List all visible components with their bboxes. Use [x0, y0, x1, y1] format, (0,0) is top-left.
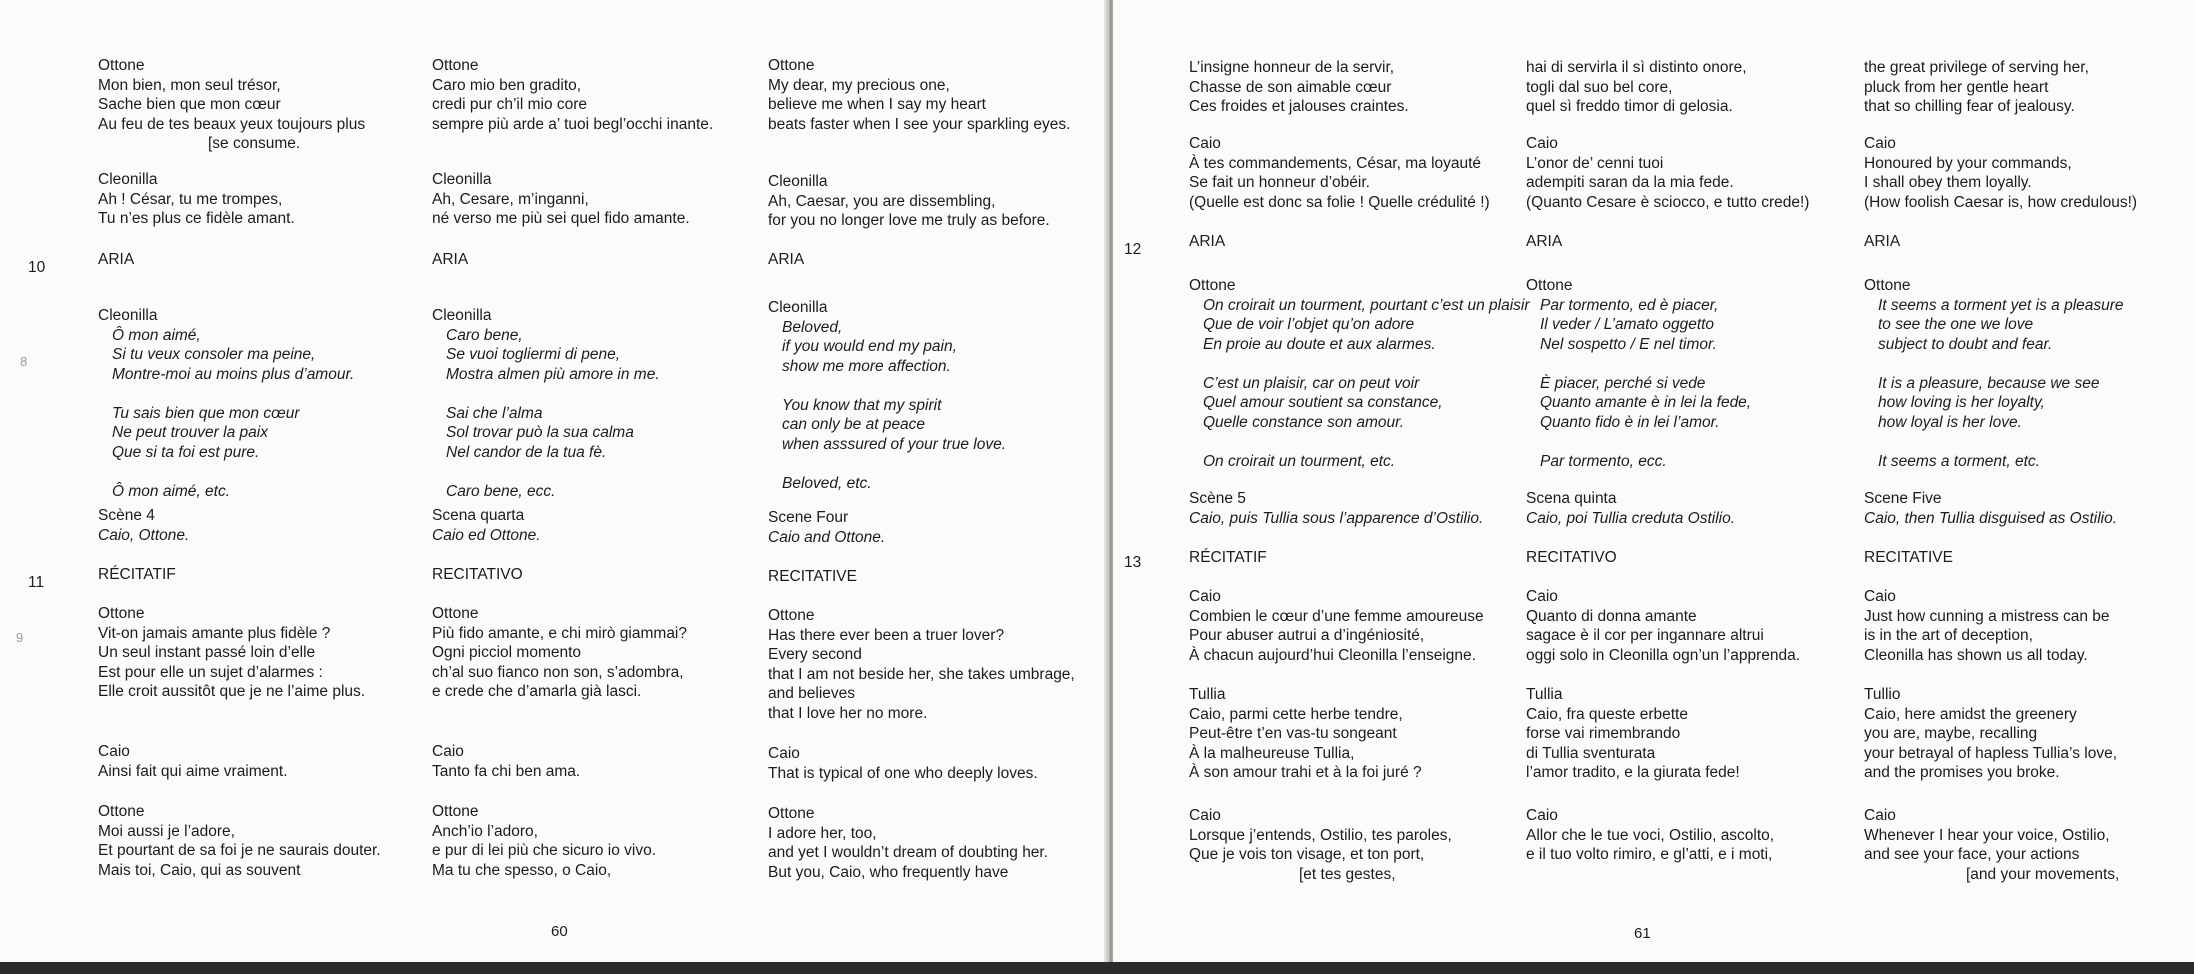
- verse-line: Whenever I hear your voice, Ostilio,: [1864, 826, 2110, 844]
- verse-line: My dear, my precious one,: [768, 76, 950, 94]
- verse-line: Quel amour soutient sa constance,: [1203, 394, 1443, 412]
- section-heading: ARIA: [768, 251, 805, 268]
- verse-line: can only be at peace: [782, 416, 926, 434]
- verse-line: Every second: [768, 646, 862, 663]
- verse-line: Caro bene,: [446, 326, 523, 344]
- verse-line: hai di servirla il sì distinto onore,: [1526, 59, 1747, 76]
- verse-line: for you no longer love me truly as before.: [768, 212, 1050, 229]
- verse-line: (How foolish Caesar is, how credulous!): [1864, 193, 2138, 211]
- verse-line: sagace è il cor per ingannare altrui: [1526, 627, 1764, 644]
- verse-line: Vit-on jamais amante plus fidèle ?: [98, 624, 331, 642]
- verse-line: À son amour trahi et à la foi juré ?: [1189, 764, 1422, 781]
- verse-line: Que de voir l’objet qu’on adore: [1203, 316, 1415, 333]
- verse-line: Montre-moi au moins plus d’amour.: [112, 365, 355, 383]
- en-block: [1864, 489, 2117, 528]
- speaker-name: Cleonilla: [98, 307, 158, 324]
- verse-line: Elle croit aussitôt que je ne l’aime plus.: [98, 683, 366, 700]
- verse-line: Est pour elle un sujet d’alarmes :: [98, 663, 323, 681]
- speaker-name: Tullia: [1526, 686, 1563, 703]
- verse-line: Just how cunning a mistress can be: [1864, 607, 2110, 625]
- en-block: [1864, 276, 2124, 471]
- verse-line: your betrayal of hapless Tullia’s love,: [1864, 744, 2118, 762]
- verse-line: is in the art of deception,: [1864, 627, 2033, 644]
- verse-line: Cleonilla has shown us all today.: [1864, 646, 2088, 664]
- verse-line: Sol trovar può la sua calma: [446, 424, 634, 442]
- verse-line: Peut-être t’en vas-tu songeant: [1189, 725, 1397, 742]
- verse-line: oggi solo in Cleonilla ogn’un l’apprenda.: [1526, 646, 1801, 664]
- section-heading: RECITATIVO: [432, 566, 523, 583]
- fr-block: [1189, 58, 1409, 117]
- en-block: [768, 56, 1070, 134]
- verse-line: Caro mio ben gradito,: [432, 76, 582, 94]
- verse-line: Que si ta foi est pure.: [112, 443, 260, 461]
- verse-line: Se fait un honneur d’obéir.: [1189, 174, 1370, 191]
- en-block: [1864, 548, 1953, 568]
- speaker-name: Ottone: [98, 57, 145, 74]
- verse-line: you are, maybe, recalling: [1864, 725, 2038, 742]
- section-heading: RÉCITATIF: [98, 566, 176, 583]
- en-block: [1864, 685, 2117, 783]
- verse-line: Au feu de tes beaux yeux toujours plus: [98, 115, 366, 133]
- verse-line: Moi aussi je l’adore,: [98, 822, 235, 840]
- en-block: [1864, 58, 2089, 117]
- verse-line: Caro bene, ecc.: [446, 482, 556, 500]
- verse-line: Un seul instant passé loin d’elle: [98, 644, 316, 661]
- speaker-name: Caio: [1526, 807, 1558, 824]
- en-block: [1864, 587, 2110, 665]
- speaker-name: Tullia: [1189, 686, 1226, 703]
- verse-line: Anch’io l’adoro,: [432, 822, 538, 840]
- verse-line: Mais toi, Caio, qui as souvent: [98, 861, 301, 879]
- it-block: [1526, 276, 1751, 471]
- speaker-name: Ottone: [98, 605, 145, 622]
- fr-block: [1189, 548, 1267, 568]
- verse-line: believe me when I say my heart: [768, 96, 986, 113]
- fr-block: [98, 802, 381, 880]
- verse-line: the great privilege of serving her,: [1864, 59, 2089, 76]
- section-heading: RÉCITATIF: [1189, 549, 1267, 566]
- margin-mark: 9: [16, 630, 24, 645]
- fr-block: [98, 565, 176, 585]
- verse-line: Combien le cœur d’une femme amoureuse: [1189, 607, 1484, 625]
- en-block: [768, 172, 1050, 231]
- verse-line: Sache bien que mon cœur: [98, 96, 281, 113]
- section-heading: ARIA: [98, 251, 135, 268]
- en-block: [768, 606, 1075, 723]
- verse-line: Nel sospetto / E nel timor.: [1540, 335, 1717, 353]
- verse-line: Par tormento, ecc.: [1540, 452, 1667, 470]
- verse-line: Allor che le tue voci, Ostilio, ascolto,: [1526, 826, 1775, 844]
- verse-line: Più fido amante, e chi mirò giammai?: [432, 624, 688, 642]
- speaker-name: Caio: [1526, 588, 1558, 605]
- verse-line: Nel candor de la tua fè.: [446, 443, 607, 461]
- verse-line: show me more affection.: [782, 357, 951, 375]
- speaker-name: Caio: [432, 743, 464, 760]
- it-block: [432, 604, 687, 702]
- verse-line: Lorsque j’entends, Ostilio, tes paroles,: [1189, 826, 1452, 844]
- scene-title: Scene Five: [1864, 490, 1942, 507]
- verse-line: sempre più arde a’ tuoi begl’occhi inante.: [432, 115, 714, 133]
- verse-line: Ah ! César, tu me trompes,: [98, 190, 283, 208]
- verse-line: quel sì freddo timor di gelosia.: [1526, 98, 1733, 115]
- verse-line: Par tormento, ed è piacer,: [1540, 296, 1719, 314]
- verse-line: e crede che d’amarla già lasci.: [432, 683, 642, 700]
- fr-block: [1189, 685, 1422, 783]
- verse-line: Et pourtant de sa foi je ne saurais douter.: [98, 842, 381, 859]
- track-number: 10: [28, 259, 46, 276]
- scene-title: Scena quarta: [432, 507, 525, 524]
- verse-line: Quanto di donna amante: [1526, 607, 1697, 625]
- verse-line: and yet I wouldn’t dream of doubting her.: [768, 844, 1049, 861]
- scene-cast: Caio and Ottone.: [768, 528, 886, 546]
- verse-line: Caio, parmi cette herbe tendre,: [1189, 705, 1403, 723]
- verse-line: and believes: [768, 685, 856, 702]
- verse-line: Ô mon aimé, etc.: [112, 482, 231, 500]
- speaker-name: Caio: [1864, 807, 1896, 824]
- scene-title: Scène 4: [98, 507, 155, 524]
- verse-line: On croirait un tourment, pourtant c’est un plaisir: [1203, 296, 1530, 314]
- it-block: [432, 506, 541, 545]
- it-block: [432, 742, 580, 781]
- fr-block: [98, 742, 288, 781]
- fr-block: [98, 306, 354, 501]
- verse-line: Caio, fra queste erbette: [1526, 705, 1688, 723]
- verse-line: Honoured by your commands,: [1864, 154, 2072, 172]
- verse-line: That is typical of one who deeply loves.: [768, 764, 1038, 782]
- scene-title: Scena quinta: [1526, 490, 1617, 507]
- speaker-name: Ottone: [1189, 277, 1236, 294]
- verse-line: credi pur ch’il mio core: [432, 96, 588, 113]
- verse-line: Tanto fa chi ben ama.: [432, 762, 581, 780]
- speaker-name: Ottone: [1526, 277, 1573, 294]
- en-block: [768, 508, 885, 547]
- verse-line: But you, Caio, who frequently have: [768, 863, 1009, 881]
- fr-block: [98, 56, 365, 154]
- verse-line: Si tu veux consoler ma peine,: [112, 346, 316, 363]
- verse-line: (Quelle est donc sa folie ! Quelle crédulité !): [1189, 193, 1490, 211]
- verse-line: e pur di lei più che sicuro io vivo.: [432, 842, 657, 859]
- fr-block: [1189, 806, 1452, 884]
- verse-line: l’amor tradito, e la giurata fede!: [1526, 764, 1740, 781]
- it-block: [432, 306, 660, 501]
- verse-line: (Quanto Cesare è sciocco, e tutto crede!): [1526, 193, 1810, 211]
- verse-line: Chasse de son aimable cœur: [1189, 78, 1392, 96]
- speaker-name: Ottone: [768, 805, 815, 822]
- fr-block: [1189, 489, 1483, 528]
- verse-line: adempiti saran da la mia fede.: [1526, 174, 1734, 191]
- verse-line: that so chilling fear of jealousy.: [1864, 98, 2075, 115]
- verse-line: L’onor de’ cenni tuoi: [1526, 154, 1664, 172]
- verse-line: Ma tu che spesso, o Caio,: [432, 861, 612, 879]
- verse-line: [and your movements,: [1966, 865, 2120, 883]
- speaker-name: Cleonilla: [432, 307, 492, 324]
- right-page: [1113, 0, 2194, 974]
- speaker-name: Ottone: [432, 605, 479, 622]
- verse-line: Quanto amante è in lei la fede,: [1540, 394, 1752, 412]
- scene-title: Scène 5: [1189, 490, 1246, 507]
- verse-line: L’insigne honneur de la servir,: [1189, 59, 1395, 76]
- fr-block: [98, 604, 365, 702]
- verse-line: if you would end my pain,: [782, 338, 957, 355]
- track-number: 11: [28, 574, 45, 591]
- page-number: 61: [1634, 925, 1651, 942]
- it-block: [432, 250, 468, 270]
- speaker-name: Tullio: [1864, 686, 1901, 703]
- it-block: [1526, 58, 1747, 117]
- verse-line: En proie au doute et aux alarmes.: [1203, 335, 1436, 353]
- verse-line: I shall obey them loyally.: [1864, 174, 2032, 191]
- verse-line: Sai che l’alma: [446, 404, 543, 422]
- speaker-name: Ottone: [768, 607, 815, 624]
- fr-block: [1189, 232, 1225, 252]
- fr-block: [1189, 276, 1530, 471]
- speaker-name: Ottone: [432, 803, 479, 820]
- fr-block: [98, 250, 134, 270]
- verse-line: [se consume.: [208, 135, 301, 152]
- it-block: [1526, 489, 1735, 528]
- en-block: [1864, 232, 1900, 252]
- verse-line: né verso me più sei quel fido amante.: [432, 210, 690, 227]
- page-number: 60: [551, 923, 568, 940]
- speaker-name: Cleonilla: [768, 299, 828, 316]
- verse-line: Ah, Cesare, m’inganni,: [432, 190, 589, 208]
- section-heading: RECITATIVO: [1526, 549, 1617, 566]
- speaker-name: Caio: [1864, 135, 1896, 152]
- en-block: [768, 744, 1038, 783]
- verse-line: Mostra almen più amore in me.: [446, 365, 660, 383]
- speaker-name: Caio: [1189, 807, 1221, 824]
- verse-line: À chacun aujourd’hui Cleonilla l’enseigne.: [1189, 646, 1476, 664]
- it-block: [1526, 548, 1617, 568]
- speaker-name: Caio: [768, 745, 800, 762]
- en-block: [768, 804, 1048, 882]
- verse-line: À tes commandements, César, ma loyauté: [1189, 154, 1482, 172]
- verse-line: C’est un plaisir, car on peut voir: [1203, 374, 1420, 392]
- scene-cast: Caio, Ottone.: [98, 526, 190, 544]
- verse-line: À la malheureuse Tullia,: [1189, 744, 1355, 762]
- section-heading: ARIA: [432, 251, 469, 268]
- verse-line: Quanto fido è in lei l’amor.: [1540, 413, 1720, 431]
- verse-line: [et tes gestes,: [1299, 865, 1396, 883]
- verse-line: Tu n’es plus ce fidèle amant.: [98, 210, 295, 227]
- verse-line: Ô mon aimé,: [112, 326, 201, 344]
- verse-line: It is a pleasure, because we see: [1878, 374, 2100, 392]
- track-number: 12: [1124, 241, 1142, 258]
- verse-line: e il tuo volto rimiro, e gl’atti, e i moti,: [1526, 846, 1773, 863]
- verse-line: and see your face, your actions: [1864, 846, 2080, 863]
- verse-line: It seems a torment, etc.: [1878, 452, 2040, 470]
- en-block: [768, 250, 804, 270]
- speaker-name: Caio: [1864, 588, 1896, 605]
- it-block: [1526, 587, 1800, 665]
- verse-line: I adore her, too,: [768, 824, 877, 842]
- en-block: [768, 567, 857, 587]
- scene-cast: Caio, then Tullia disguised as Ostilio.: [1864, 509, 2118, 527]
- verse-line: pluck from her gentle heart: [1864, 78, 2049, 96]
- verse-line: Ogni picciol momento: [432, 644, 582, 661]
- verse-line: di Tullia sventurata: [1526, 744, 1656, 762]
- speaker-name: Caio: [1189, 588, 1221, 605]
- speaker-name: Caio: [1526, 135, 1558, 152]
- fr-block: [1189, 587, 1484, 665]
- speaker-name: Caio: [1189, 135, 1221, 152]
- verse-line: Se vuoi togliermi di pene,: [446, 346, 621, 363]
- verse-line: Beloved, etc.: [782, 474, 872, 492]
- fr-block: [98, 170, 295, 229]
- section-heading: RECITATIVE: [1864, 549, 1953, 566]
- en-block: [1864, 134, 2137, 212]
- it-block: [432, 802, 656, 880]
- verse-line: It seems a torment yet is a pleasure: [1878, 296, 2124, 314]
- verse-line: that I am not beside her, she takes umbrage,: [768, 665, 1075, 683]
- it-block: [432, 56, 713, 134]
- track-number: 13: [1124, 554, 1142, 571]
- verse-line: Il veder / L’amato oggetto: [1540, 316, 1715, 333]
- scene-cast: Caio, poi Tullia creduta Ostilio.: [1526, 509, 1736, 527]
- it-block: [1526, 806, 1774, 865]
- verse-line: and the promises you broke.: [1864, 764, 2060, 781]
- verse-line: how loving is her loyalty,: [1878, 394, 2045, 412]
- fr-block: [98, 506, 189, 545]
- section-heading: RECITATIVE: [768, 568, 857, 585]
- section-heading: ARIA: [1864, 233, 1901, 250]
- verse-line: beats faster when I see your sparkling eyes.: [768, 115, 1071, 133]
- speaker-name: Ottone: [768, 57, 815, 74]
- speaker-name: Cleonilla: [98, 171, 158, 188]
- verse-line: forse vai rimembrando: [1526, 725, 1681, 742]
- scene-cast: Caio ed Ottone.: [432, 526, 541, 544]
- verse-line: Mon bien, mon seul trésor,: [98, 76, 281, 94]
- verse-line: Ne peut trouver la paix: [112, 424, 268, 442]
- section-heading: ARIA: [1189, 233, 1226, 250]
- verse-line: È piacer, perché si vede: [1540, 374, 1706, 392]
- verse-line: togli dal suo bel core,: [1526, 78, 1673, 96]
- speaker-name: Ottone: [432, 57, 479, 74]
- verse-line: Has there ever been a truer lover?: [768, 626, 1005, 644]
- speaker-name: Cleonilla: [432, 171, 492, 188]
- scene-title: Scene Four: [768, 509, 849, 526]
- verse-line: ch’al suo fianco non son, s’adombra,: [432, 663, 684, 681]
- verse-line: Tu sais bien que mon cœur: [112, 404, 300, 422]
- scene-cast: Caio, puis Tullia sous l’apparence d’Ostilio.: [1189, 509, 1484, 527]
- verse-line: Caio, here amidst the greenery: [1864, 705, 2077, 723]
- verse-line: Que je vois ton visage, et ton port,: [1189, 846, 1425, 863]
- verse-line: that I love her no more.: [768, 704, 928, 722]
- margin-mark: 8: [20, 354, 28, 369]
- verse-line: subject to doubt and fear.: [1878, 335, 2053, 353]
- verse-line: On croirait un tourment, etc.: [1203, 452, 1396, 470]
- it-block: [1526, 134, 1809, 212]
- it-block: [1526, 232, 1562, 252]
- verse-line: to see the one we love: [1878, 316, 2034, 333]
- it-block: [432, 170, 690, 229]
- speaker-name: Caio: [98, 743, 130, 760]
- verse-line: when asssured of your true love.: [782, 435, 1007, 453]
- fr-block: [1189, 134, 1490, 212]
- speaker-name: Ottone: [98, 803, 145, 820]
- speaker-name: Cleonilla: [768, 173, 828, 190]
- it-block: [1526, 685, 1740, 783]
- verse-line: Quelle constance son amour.: [1203, 413, 1405, 431]
- verse-line: Ainsi fait qui aime vraiment.: [98, 762, 288, 780]
- verse-line: Pour abuser autrui a d’ingéniosité,: [1189, 627, 1425, 644]
- verse-line: how loyal is her love.: [1878, 413, 2022, 431]
- verse-line: You know that my spirit: [782, 396, 942, 414]
- scan-bottom-edge: [0, 962, 2194, 974]
- section-heading: ARIA: [1526, 233, 1563, 250]
- en-block: [1864, 806, 2119, 884]
- verse-line: Beloved,: [782, 318, 843, 336]
- verse-line: Ces froides et jalouses craintes.: [1189, 98, 1409, 115]
- speaker-name: Ottone: [1864, 277, 1911, 294]
- en-block: [768, 298, 1006, 493]
- it-block: [432, 565, 523, 585]
- verse-line: Ah, Caesar, you are dissembling,: [768, 192, 996, 210]
